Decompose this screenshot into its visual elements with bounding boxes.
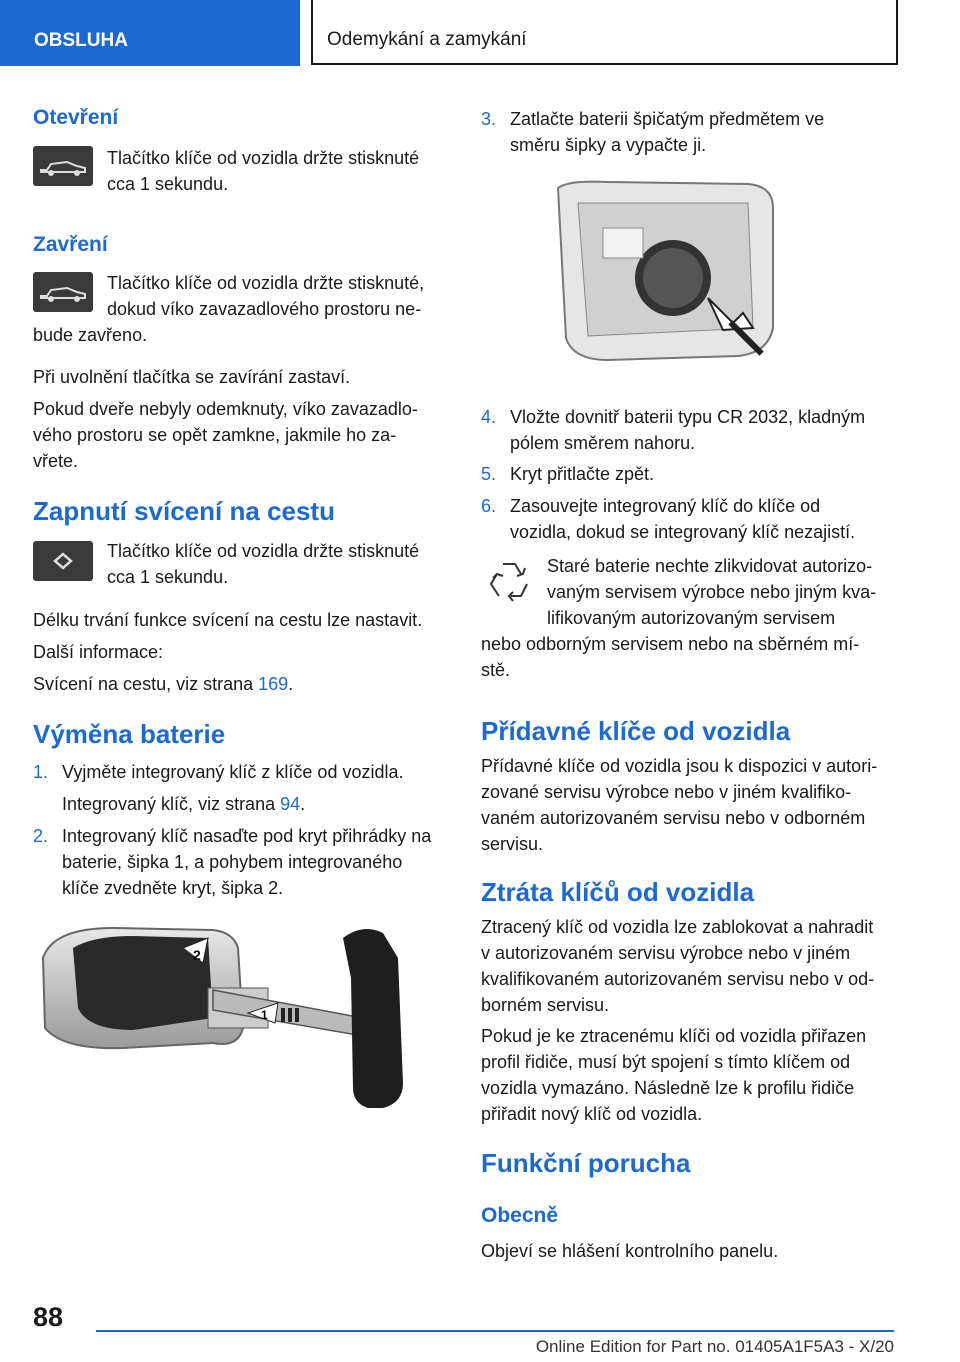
battery-steps-left bbox=[33, 759, 453, 899]
recycle-line-4: nebo odborným servisem nebo na sběrném mí‐ bbox=[481, 634, 860, 654]
page-number: 88 bbox=[33, 1302, 64, 1332]
page-link-94[interactable]: 94 bbox=[280, 794, 301, 814]
malfunction-text: Objeví se hlášení kontrolního panelu. bbox=[481, 1241, 779, 1261]
key-fob-integrated-key-figure bbox=[33, 918, 453, 1118]
recycle-line-5: stě. bbox=[481, 660, 511, 680]
ref-text: Integrovaný klíč, viz strana bbox=[62, 794, 281, 814]
step-1-text: Vyjměte integrovaný klíč z klíče od vozidla. bbox=[62, 762, 404, 782]
step-2-line-3: klíče zvedněte kryt, šipka 2. bbox=[62, 878, 284, 898]
relock-line-1: Pokud dveře nebyly odemknuty, víko zavazadlo‐ bbox=[33, 399, 418, 419]
extra-keys-line-2: zované servisu výrobce nebo v jiném kvalifiko‐ bbox=[481, 782, 852, 802]
subheading-general: Obecně bbox=[481, 1204, 559, 1227]
lost-keys-line-2: v autorizovaném servisu výrobce nebo v jiném bbox=[481, 943, 851, 963]
step-number: 5. bbox=[481, 464, 497, 484]
battery-step-3 bbox=[481, 106, 901, 166]
step-4-line-2: pólem směrem nahoru. bbox=[510, 433, 696, 453]
extra-keys-line-4: servisu. bbox=[481, 834, 544, 854]
lost-keys-p2-line-2: profil řidiče, musí být spojení s tímto klíčem od bbox=[481, 1052, 851, 1072]
closing-line-1: Tlačítko klíče od vozidla držte stisknuté, bbox=[107, 273, 425, 293]
step-2-line-2: baterie, šipka 1, a pohybem integrovaného bbox=[62, 852, 403, 872]
step-6-line-2: vozidla, dokud se integrovaný klíč nezajistí. bbox=[510, 522, 856, 542]
key-light-button-icon bbox=[33, 541, 93, 581]
step-number: 4. bbox=[481, 407, 497, 427]
step-number: 1. bbox=[33, 762, 49, 782]
step-5-text: Kryt přitlačte zpět. bbox=[510, 464, 655, 484]
step-1-ref bbox=[62, 791, 454, 817]
chapter-title: Odemykání a zamykání bbox=[327, 29, 527, 50]
heading-closing: Zavření bbox=[33, 233, 108, 256]
opening-line-2: cca 1 sekundu. bbox=[107, 174, 229, 194]
step-4-line-1: Vložte dovnitř baterii typu CR 2032, kladným bbox=[510, 407, 866, 427]
footer-divider bbox=[96, 1330, 894, 1332]
lost-keys-line-4: borném servisu. bbox=[481, 995, 610, 1015]
ref-suffix: . bbox=[288, 674, 294, 694]
welcome-line-2: cca 1 sekundu. bbox=[107, 567, 229, 587]
recycle-line-1: Staré baterie nechte zlikvidovat autorizo‐ bbox=[547, 556, 873, 576]
step-2-line-1: Integrovaný klíč nasaďte pod kryt přihrádky na bbox=[62, 826, 432, 846]
closing-line-3: bude zavřeno. bbox=[33, 325, 148, 345]
heading-battery: Výměna baterie bbox=[33, 719, 226, 749]
heading-welcome-light: Zapnutí svícení na cestu bbox=[33, 496, 335, 526]
opening-line-1: Tlačítko klíče od vozidla držte stisknuté bbox=[107, 148, 420, 168]
step-6-line-1: Zasouvejte integrovaný klíč do klíče od bbox=[510, 496, 821, 516]
lost-keys-p2-line-4: přiřadit nový klíč od vozidla. bbox=[481, 1104, 703, 1124]
more-info-ref bbox=[33, 671, 293, 697]
lost-keys-line-1: Ztracený klíč od vozidla lze zablokovat a nahradit bbox=[481, 917, 874, 937]
step-3-line-2: směru šipky a vypačte ji. bbox=[510, 135, 707, 155]
arrow-label-1: 1 bbox=[261, 1008, 268, 1022]
duration-note: Délku trvání funkce svícení na cestu lze nastavit. bbox=[33, 610, 423, 630]
closing-line-2: dokud víko zavazadlového prostoru ne‐ bbox=[107, 299, 422, 319]
ref-text: Svícení na cestu, viz strana bbox=[33, 674, 259, 694]
step-3-line-1: Zatlačte baterii špičatým předmětem ve bbox=[510, 109, 825, 129]
more-info-label: Další informace: bbox=[33, 642, 164, 662]
welcome-line-1: Tlačítko klíče od vozidla držte stisknuté bbox=[107, 541, 420, 561]
step-number: 2. bbox=[33, 826, 49, 846]
key-trunk-button-icon bbox=[33, 272, 93, 312]
relock-line-3: vřete. bbox=[33, 451, 79, 471]
battery-compartment-figure bbox=[548, 178, 788, 368]
lost-keys-line-3: kvalifikovaném autorizovaném servisu nebo v od‐ bbox=[481, 969, 875, 989]
extra-keys-line-1: Přídavné klíče od vozidla jsou k dispozici v autori‐ bbox=[481, 756, 878, 776]
page-link-169[interactable]: 169 bbox=[258, 674, 289, 694]
extra-keys-line-3: vaném autorizovaném servisu nebo v odborném bbox=[481, 808, 866, 828]
recycle-line-3: lifikovaným autorizovaným servisem bbox=[547, 608, 836, 628]
recycle-icon bbox=[481, 556, 537, 612]
ref-suffix: . bbox=[300, 794, 306, 814]
relock-line-2: vého prostoru se opět zamkne, jakmile ho za‐ bbox=[33, 425, 397, 445]
heading-opening: Otevření bbox=[33, 106, 119, 129]
key-trunk-button-icon bbox=[33, 146, 93, 186]
edition-note: Online Edition for Part no. 01405A1F5A3 - X/20 bbox=[535, 1337, 894, 1356]
heading-malfunction: Funkční porucha bbox=[481, 1148, 691, 1178]
lost-keys-p2-line-1: Pokud je ke ztracenému klíči od vozidla přiřazen bbox=[481, 1026, 867, 1046]
heading-lost-keys: Ztráta klíčů od vozidla bbox=[481, 877, 755, 907]
section-label: OBSLUHA bbox=[34, 30, 128, 51]
lost-keys-p2-line-3: vozidla vymazáno. Následně lze k profilu řidiče bbox=[481, 1078, 855, 1098]
release-note: Při uvolnění tlačítka se zavírání zastaví. bbox=[33, 367, 351, 387]
section-tab bbox=[0, 0, 300, 66]
arrow-label-2: 2 bbox=[193, 947, 201, 963]
battery-steps-right bbox=[481, 404, 901, 542]
step-number: 6. bbox=[481, 496, 497, 516]
recycle-line-2: vaným servisem výrobce nebo jiným kva‐ bbox=[547, 582, 877, 602]
step-number: 3. bbox=[481, 109, 497, 129]
chapter-header bbox=[311, 0, 898, 65]
heading-extra-keys: Přídavné klíče od vozidla bbox=[481, 716, 791, 746]
